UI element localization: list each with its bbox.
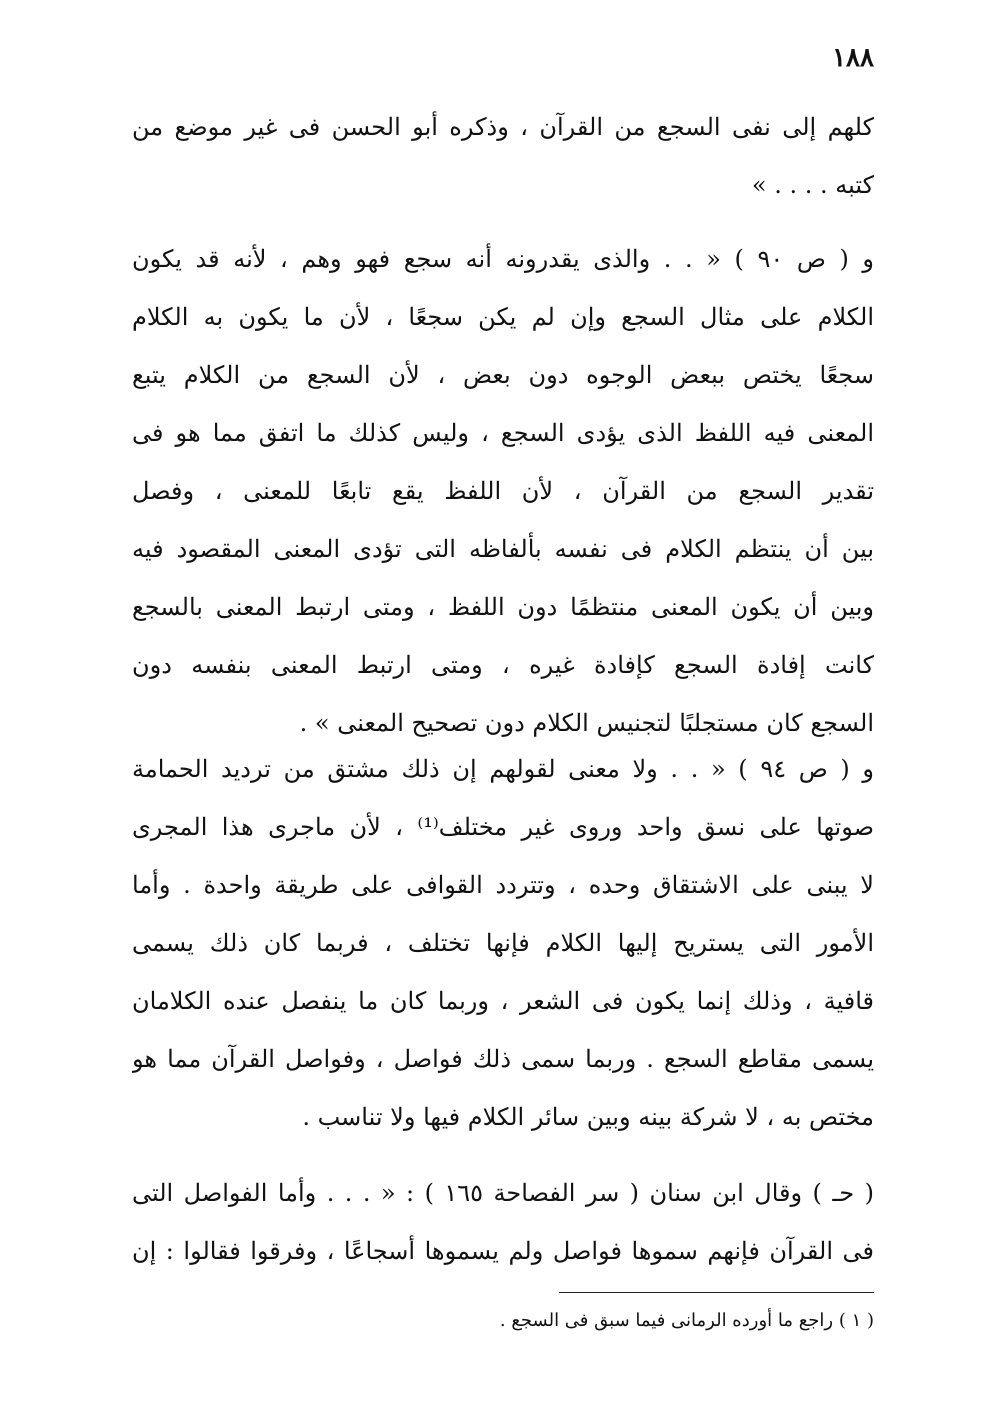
- text-line: كلهم إلى نفى السجع من القرآن ، وذكره أبو الحسن فى غير موضع من: [132, 113, 874, 141]
- text-line: يسمى مقاطع السجع . وربما سمى ذلك فواصل ، وفواصل القرآن مما هو: [132, 1045, 874, 1073]
- footnote: ( ١ ) راجع ما أورده الرمانى فيما سبق فى السجع .: [499, 1310, 874, 1331]
- paragraph-1: [132, 98, 874, 214]
- text-line: سجعًا يختص ببعض الوجوه دون بعض ، لأن السجع من الكلام يتبع: [132, 361, 874, 389]
- text-line: تقدير السجع من القرآن ، لأن اللفظ يقع تابعًا للمعنى ، وفصل: [132, 477, 874, 505]
- page-number: ١٨٨: [832, 43, 874, 73]
- text-line: الكلام على مثال السجع وإن لم يكن سجعًا ، لأن ما يكون به الكلام: [132, 303, 874, 331]
- text-line: المعنى فيه اللفظ الذى يؤدى السجع ، وليس كذلك ما اتفق مما هو فى: [132, 419, 874, 447]
- paragraph-3: [132, 740, 874, 1146]
- text-line: و ( ص ٩٤ ) « . . ولا معنى لقولهم إن ذلك مشتق من ترديد الحمامة: [132, 755, 874, 783]
- text-line: الأمور التى يستريح إليها الكلام فإنها تختلف ، فربما كان ذلك يسمى: [132, 929, 874, 957]
- text-line: و ( ص ٩٠ ) « . . والذى يقدرونه أنه سجع فهو وهم ، لأنه قد يكون: [132, 245, 874, 273]
- text-line: كتبه . . . . »: [751, 171, 874, 199]
- text-line: مختص به ، لا شركة بينه وبين سائر الكلام فيها ولا تناسب .: [302, 1103, 874, 1131]
- paragraph-4: [132, 1164, 874, 1280]
- text-line: بين أن ينتظم الكلام فى نفسه بألفاظه التى تؤدى المعنى المقصود فيه: [132, 535, 874, 563]
- text-line: وبين أن يكون المعنى منتظمًا دون اللفظ ، ومتى ارتبط المعنى بالسجع: [132, 593, 874, 621]
- text-line: لا يبنى على الاشتقاق وحده ، وتتردد القوافى على طريقة واحدة . وأما: [132, 871, 874, 899]
- text-line: صوتها على نسق واحد وروى غير مختلف⁽¹⁾ ، لأن ماجرى هذا المجرى: [132, 813, 874, 841]
- text-line: السجع كان مستجلبًا لتجنيس الكلام دون تصحيح المعنى » .: [299, 709, 874, 737]
- paragraph-2: [132, 230, 874, 752]
- text-line: قافية ، وذلك إنما يكون فى الشعر ، وربما كان ما ينفصل عنده الكلامان: [132, 987, 874, 1015]
- text-line: ( حـ ) وقال ابن سنان ( سر الفصاحة ١٦٥ ) : « . . . وأما الفواصل التى: [132, 1179, 874, 1207]
- text-line: فى القرآن فإنهم سموها فواصل ولم يسموها أسجاعًا ، وفرقوا فقالوا : إن: [132, 1237, 874, 1265]
- text-line: كانت إفادة السجع كإفادة غيره ، ومتى ارتبط المعنى بنفسه دون: [132, 651, 874, 679]
- footnote-divider: [559, 1292, 874, 1293]
